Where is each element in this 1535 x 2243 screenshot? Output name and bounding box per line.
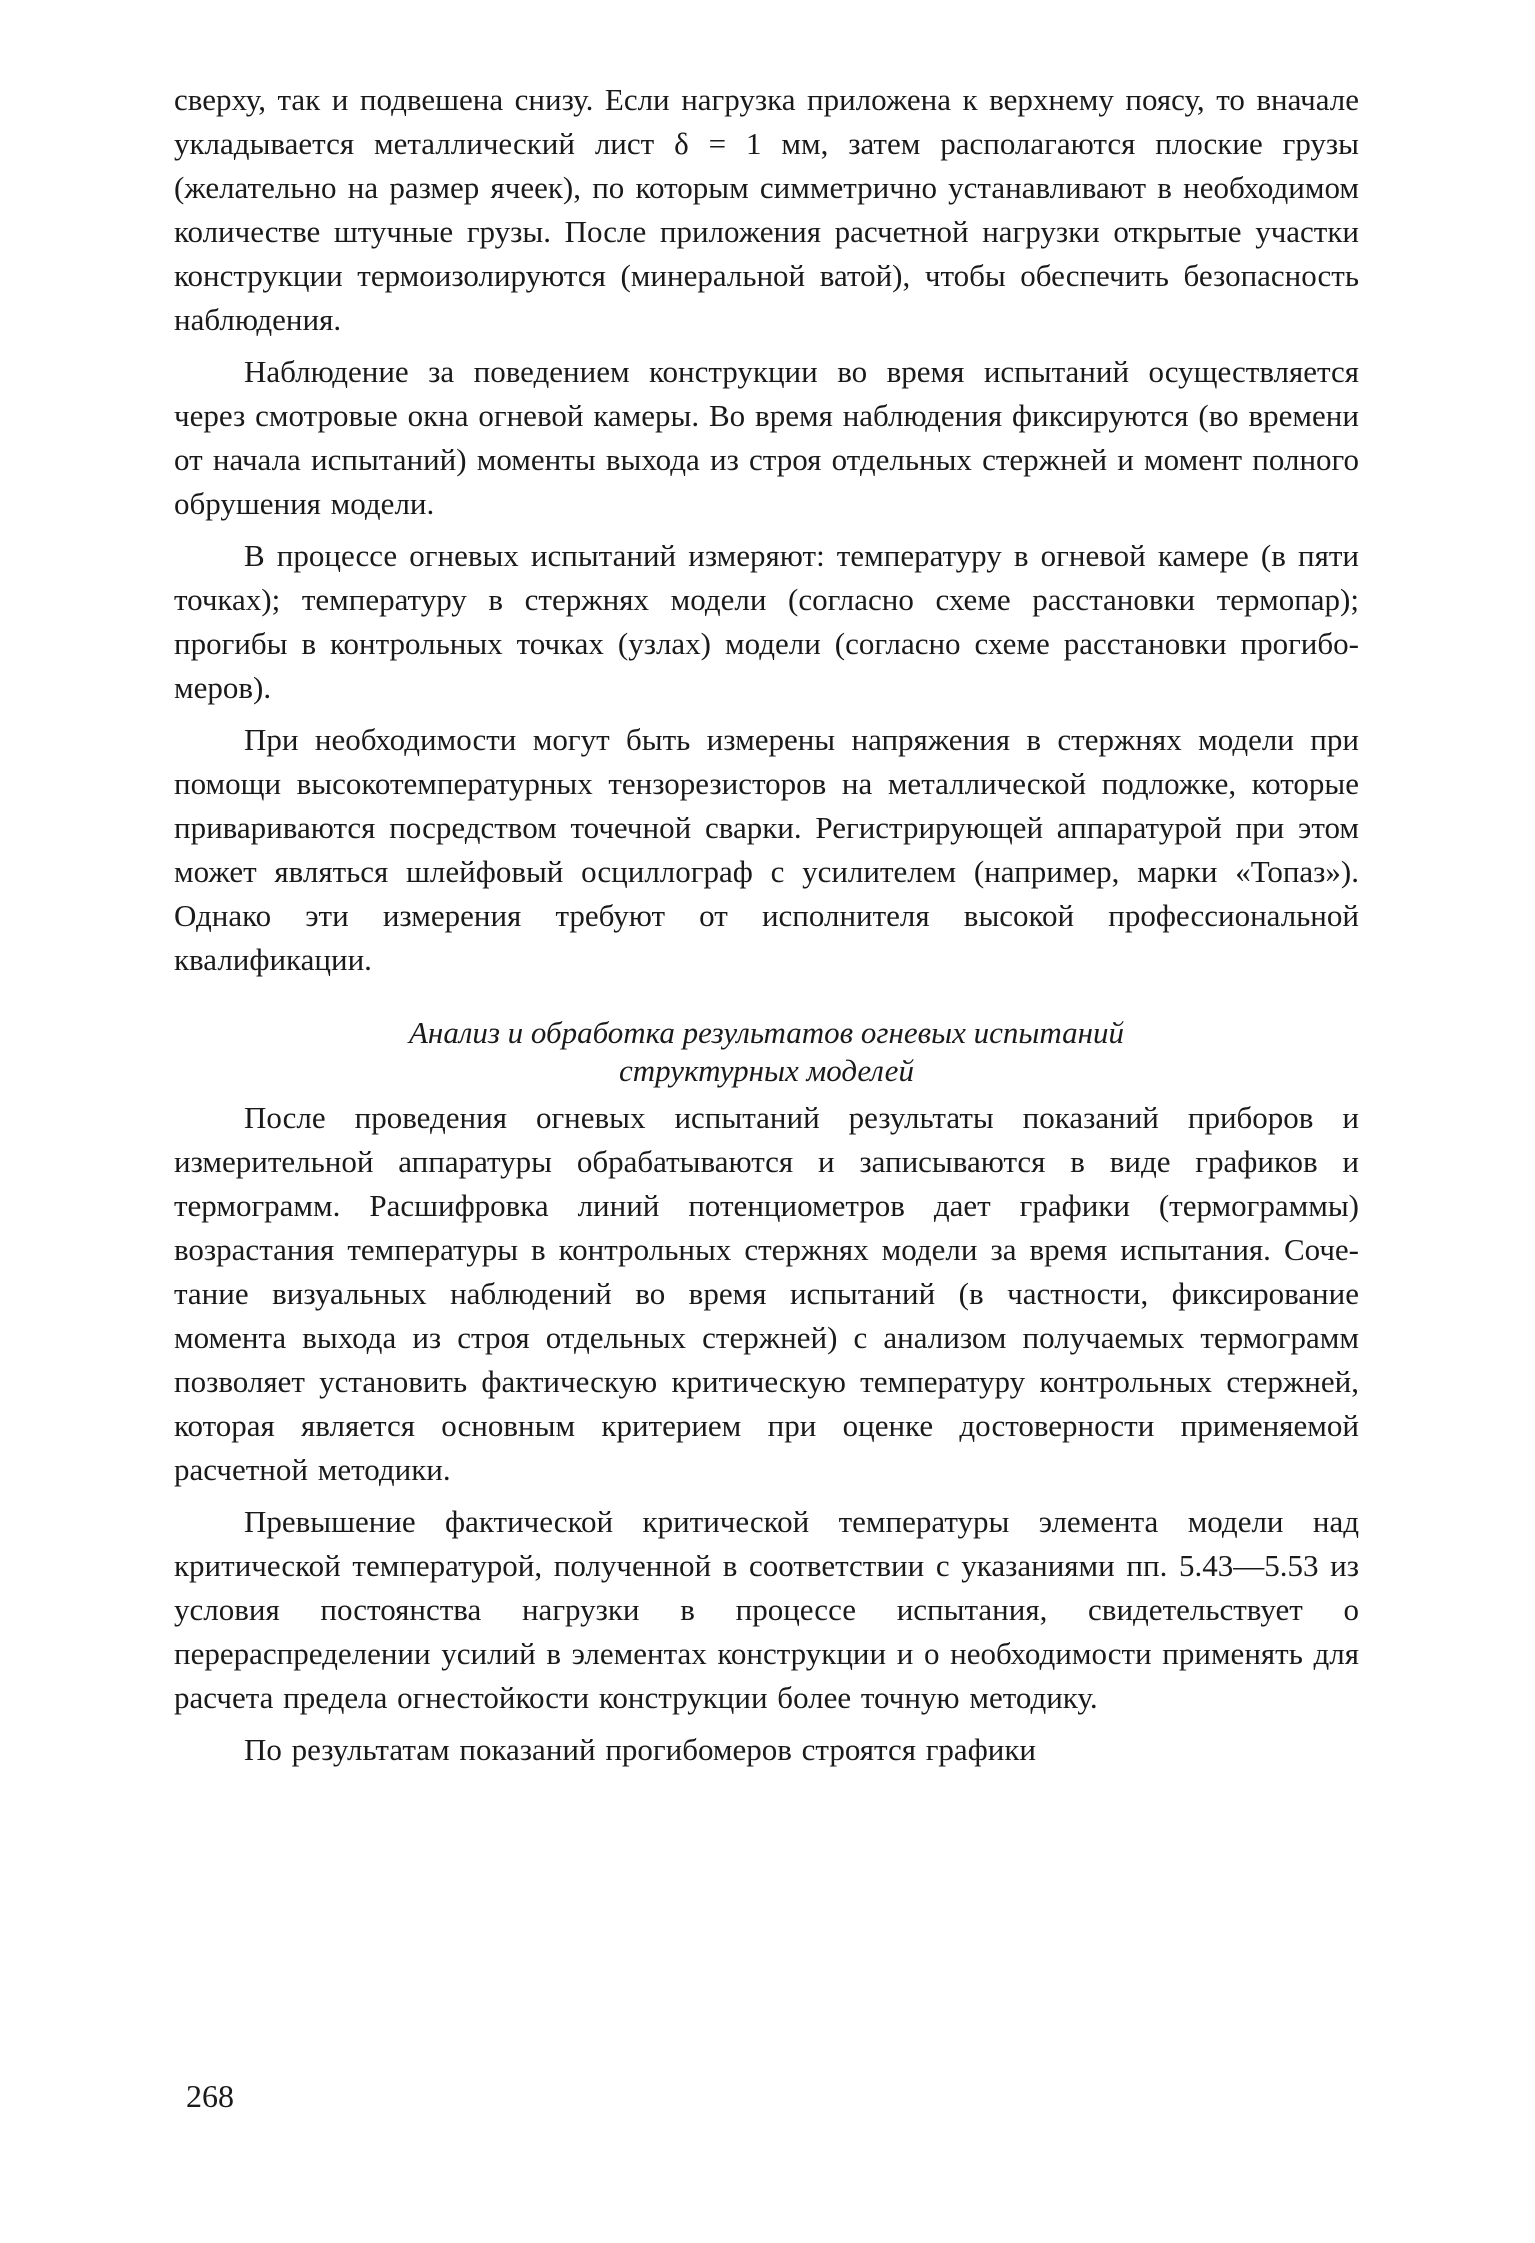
section-heading-line-2: структурных моделей [619, 1053, 914, 1088]
paragraph-observation: Наблюдение за поведением конструкции во время испытаний осуществляется через смотровые окна огневой камеры. Во время наблюдения фиксируются (во времени от начала испытаний) моменты выхода из строя отдельных стержней и момент полного обрушения модели. [174, 354, 1359, 521]
paragraph-critical-temperature: Превышение фактической критической температуры элемента модели над критической температурой, полученной в соответствии с указаниями пп. 5.43—5.53 из условия постоянства нагрузки в процессе испытания, свидетельствует о перераспределении усилий в элементах конструкции и о необходимости применять для расчета предела огнестойкости конструкции более точную методику. [174, 1504, 1359, 1715]
paragraph-deflection-graphs: По результатам показаний прогибомеров строятся графики [244, 1732, 1037, 1767]
paragraph-results-processing: После проведения огневых испытаний результаты показаний приборов и измерительной аппаратуры обрабатываются и записываются в виде графиков и термограмм. Расшифровка линий потенциометров дает графики (термограммы) возрастания температуры в контрольных стержнях модели за время испытания. Сочетание визуальных наблюдений во время испытаний (в частности, фиксирование момента выхода из строя отдельных стержней) с анализом получаемых термограмм позволяет установить фактическую критическую температуру контрольных стержней, которая является основным критерием при оценке достоверности применяемой расчетной методики. [174, 1100, 1359, 1487]
page-body [174, 78, 1359, 1780]
section-heading [174, 1014, 1359, 1090]
section-heading-line-1: Анализ и обработка результатов огневых испытаний [409, 1015, 1124, 1050]
page-number: 268 [186, 2078, 234, 2114]
paragraph-measurements: В процессе огневых испытаний измеряют: температуру в огневой камере (в пяти точках); температуру в стержнях модели (согласно схеме расстановки термопар); прогибы в контрольных точках (узлах) модели (согласно схеме расстановки прогибомеров). [174, 538, 1359, 705]
paragraph-load-application: сверху, так и подвешена снизу. Если нагрузка приложена к верхнему поясу, то вначале укладывается металлический лист δ = 1 мм, затем располагаются плоские грузы (желательно на размер ячеек), по которым симметрично устанавливают в необходимом количестве штучные грузы. После приложения расчетной нагрузки открытые участки конструкции термоизолируются (минеральной ватой), чтобы обеспечить безопасность наблюдения. [174, 82, 1359, 337]
paragraph-stress-measurement: При необходимости могут быть измерены напряжения в стержнях модели при помощи высокотемпературных тензорезисторов на металлической подложке, которые привариваются посредством точечной сварки. Регистрирующей аппаратурой при этом может являться шлейфовый осциллограф с усилителем (например, марки «Топаз»). Однако эти измерения требуют от исполнителя высокой профессиональной квалификации. [174, 722, 1359, 977]
